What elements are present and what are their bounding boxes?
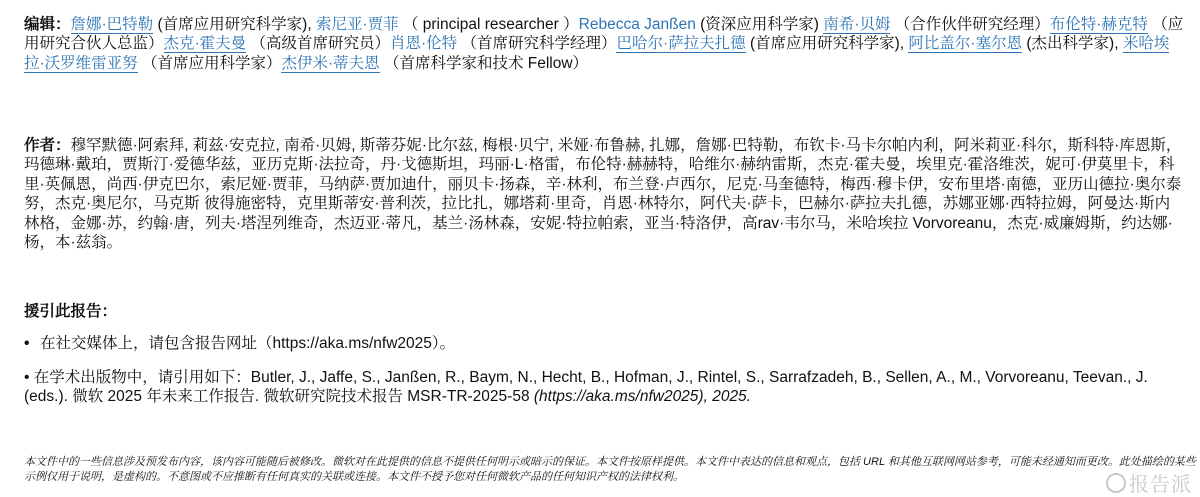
citation-academic-link[interactable]: (https://aka.ms/nfw2025), 2025.	[533, 388, 751, 406]
citation-academic-text: • 在学术出版物中，请引用如下：Butler, J., Jaffe, S., Janßen, R., Baym, N., Hecht, B., Hofman, J., Rintel, S., Sarrafzadeh, B., Sellen, A., M., Vorvoreanu, Teevan., J. (eds.). 微软 2025 年未来工作报告. 微软研究院技术报告 MSR-TR-2025-58	[24, 369, 1148, 406]
editor-role: （应用研究合伙人总监）	[24, 16, 1184, 53]
editor-name-link[interactable]: 阿比盖尔·塞尔恩	[908, 35, 1023, 53]
editor-name-link[interactable]: 索尼亚·贾菲	[315, 16, 399, 33]
editor-role: （高级首席研究员）	[246, 35, 390, 53]
citation-social-text: 在社交媒体上，请包含报告网址（https://aka.ms/nfw2025）。	[40, 335, 456, 352]
watermark	[1106, 468, 1192, 497]
editor-name-link[interactable]: Rebecca Janßen	[578, 16, 696, 33]
citation-academic-item	[24, 368, 1184, 407]
editor-role: （首席研究科学经理）	[457, 35, 617, 53]
citation-social-item	[24, 334, 1184, 353]
editor-name-link[interactable]: 南希·贝姆	[823, 16, 891, 33]
authors-list: 穆罕默德·阿索拜, 莉兹·安克拉, 南希·贝姆, 斯蒂芬妮·比尔兹, 梅根·贝宁, 米娅·布鲁赫, 扎娜，詹娜·巴特勒，布钦卡·马卡尔帕内利，阿米莉亚·科尔，斯科特·库恩斯，玛德琳·戴珀，贾斯汀·爱德华兹，亚历克斯·法拉奇，丹·戈德斯坦，玛丽·L·格雷，布伦特·赫赫特，哈维尔·赫纳雷斯，杰克·霍夫曼，埃里克·霍洛维茨，妮可·伊莫里卡，科里·英佩恩，尚西·伊克巴尔，索尼娅·贾菲，马纳萨·贾加迪什，丽贝卡·扬森，辛·林利，布兰登·卢西尔，尼克·马奎德特，梅西·穆卡伊，安布里塔·南德，亚历山德拉·奥尔泰努，杰克·奥尼尔，马克斯 彼得施密特，克里斯蒂安·普利茨，拉比扎，娜塔莉·里奇，肖恩·林特尔，阿代夫·萨卡，巴赫尔·萨拉夫扎德，苏娜亚娜·西特拉姆，阿曼达·斯内林格，金娜·苏，约翰·唐，列夫·塔涅列维奇，杰迈亚·蒂凡，基兰·汤林森，安妮·特拉帕索，亚当·特洛伊，高rav·韦尔马，米哈埃拉 Vorvoreanu，杰克·威廉姆斯，约达娜·杨，本·兹翁。	[24, 137, 1182, 252]
authors-label: 作者：	[24, 137, 71, 154]
editor-role: （ principal researcher ）	[398, 16, 579, 33]
editor-role: (首席应用研究科学家),	[153, 16, 316, 33]
editor-name-link[interactable]: 杰伊米·蒂夫恩	[281, 54, 380, 72]
editor-name-link[interactable]: 肖恩·伦特	[390, 35, 458, 53]
editor-role: （合作伙伴研究经理）	[890, 16, 1050, 33]
editor-name-link[interactable]: 米哈埃拉·沃罗维雷亚努	[24, 35, 1170, 72]
citation-title: 援引此报告：	[24, 303, 118, 320]
authors-section	[24, 136, 1184, 252]
watermark-text: 报告派	[1129, 472, 1192, 496]
editor-name-link[interactable]: 布伦特·赫克特	[1049, 16, 1148, 33]
editor-role: （首席应用科学家）	[137, 54, 282, 72]
editor-name-link[interactable]: 杰克·霍夫曼	[163, 35, 247, 53]
watermark-logo-icon	[1106, 473, 1126, 493]
editor-role: (资深应用科学家)	[695, 16, 824, 33]
editors-label: 编辑：	[24, 16, 71, 33]
editor-role: （首席科学家和技术 Fellow）	[379, 54, 589, 72]
editor-name-link[interactable]: 詹娜·巴特勒	[70, 16, 154, 33]
editor-role: (杰出科学家),	[1022, 35, 1123, 53]
bullet-icon: •	[24, 335, 30, 352]
editors-section	[24, 15, 1184, 73]
editor-name-link[interactable]: 巴哈尔·萨拉夫扎德	[616, 35, 746, 53]
editor-role: (首席应用研究科学家),	[745, 35, 909, 53]
disclaimer: 本文件中的一些信息涉及预发布内容，该内容可能随后被修改。微软对在此提供的信息不提供任何明示或暗示的保证。本文件按原样提供。本文件中表达的信息和观点，包括 URL 和其他互联网网站参考，可能未经通知而更改。此处描绘的某些示例仅用于说明，是虚构的。不意图或不应推断有任何真实的关联或连接。本文件不授予您对任何微软产品的任何知识产权的法律权利。	[24, 456, 1196, 483]
